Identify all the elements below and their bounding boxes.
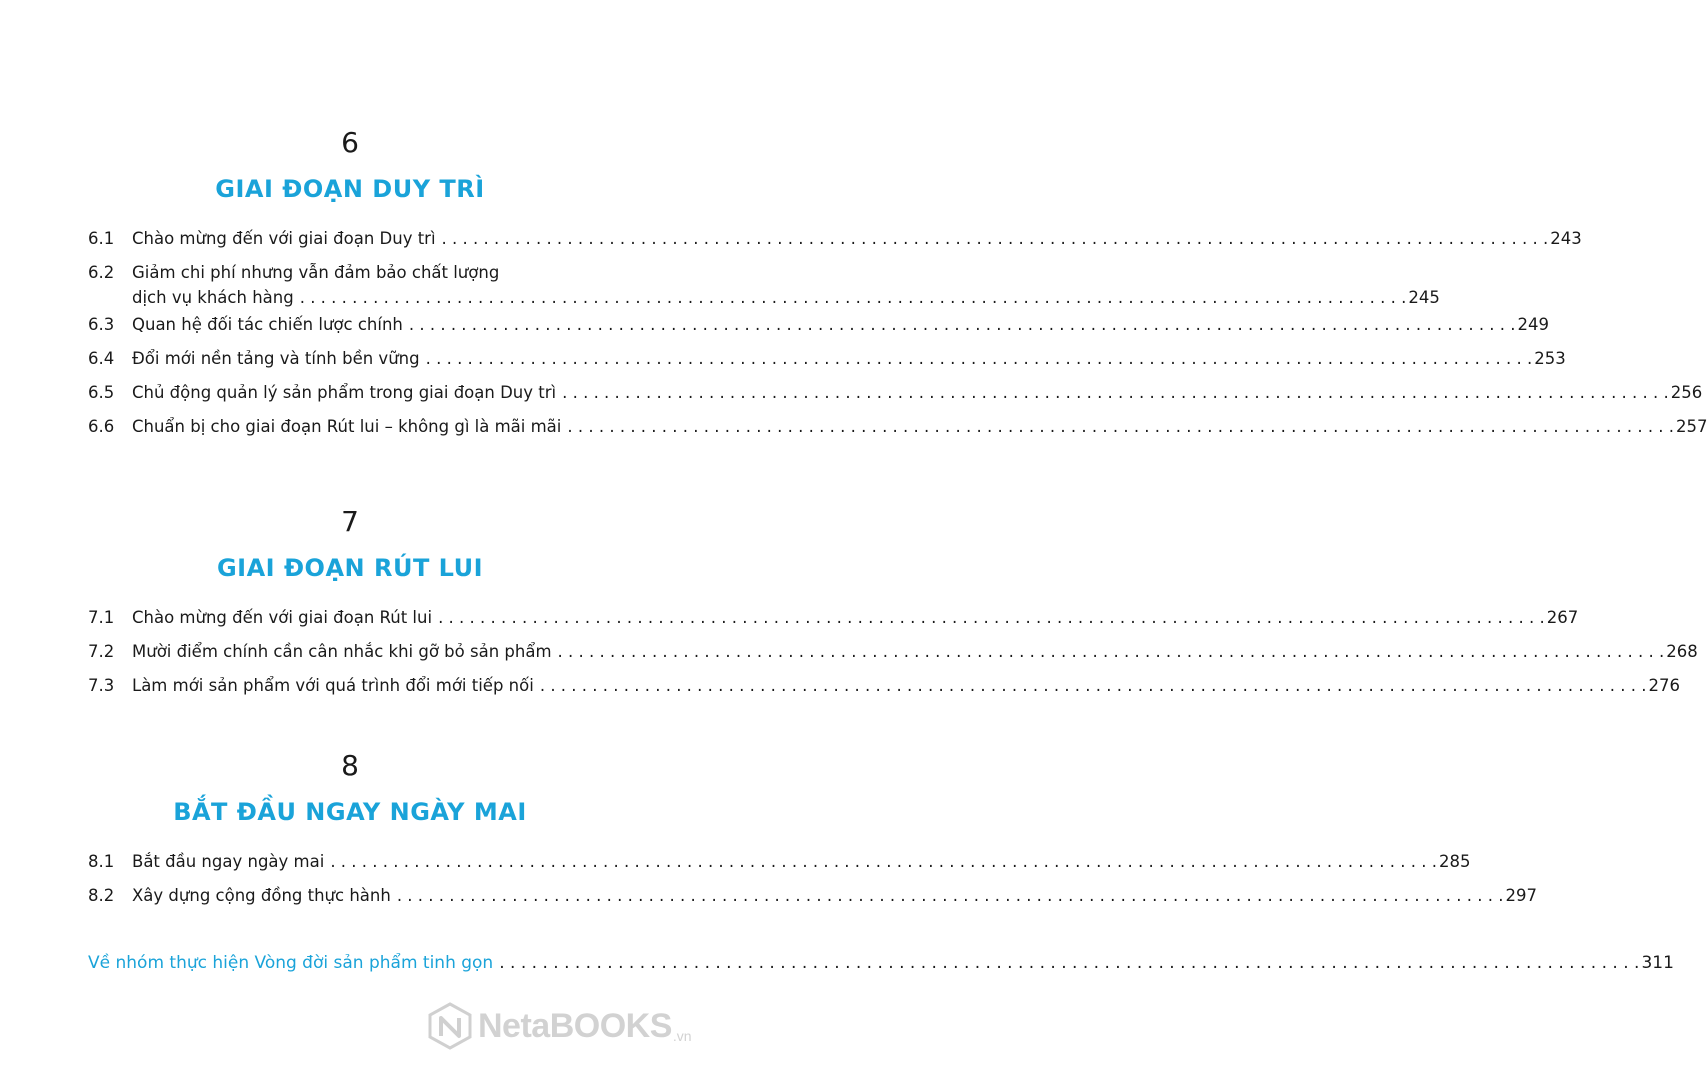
chapter-8-toc (88, 852, 1537, 920)
entry-number: 8.2 (88, 886, 115, 905)
entry-number: 6.2 (88, 263, 115, 282)
entry-title: Đổi mới nền tảng và tính bền vững (132, 349, 420, 368)
netabooks-logo-icon (428, 1002, 472, 1050)
entry-title: Xây dựng cộng đồng thực hành (132, 886, 391, 905)
dot-leader (552, 642, 1665, 661)
entry-title: Chuẩn bị cho giai đoạn Rút lui – không gì là mãi mãi (132, 417, 562, 436)
entry-page: 311 (1641, 953, 1674, 973)
toc-entry[interactable] (88, 417, 1708, 451)
entry-title: Mười điểm chính cần cân nhắc khi gỡ bỏ sản phẩm (132, 642, 552, 661)
entry-number: 7.3 (88, 676, 115, 695)
entry-title: Bắt đầu ngay ngày mai (132, 852, 325, 871)
toc-entry[interactable] (88, 676, 1680, 710)
chapter-title: GIAI ĐOẠN RÚT LUI (216, 554, 484, 582)
watermark-brand: NetaBOOKS (478, 1006, 672, 1045)
entry-number: 6.5 (88, 383, 115, 402)
chapter-number: 7 (341, 505, 359, 538)
entry-title: Làm mới sản phẩm với quá trình đổi mới tiếp nối (132, 676, 534, 695)
chapter-6-heading (0, 126, 700, 203)
chapter-7-toc (88, 608, 1698, 710)
toc-entry[interactable] (88, 642, 1698, 676)
entry-page: 253 (1534, 349, 1566, 368)
toc-entry[interactable] (88, 263, 1440, 315)
chapter-title: GIAI ĐOẠN DUY TRÌ (215, 175, 485, 203)
entry-number: 7.2 (88, 642, 115, 661)
entry-number: 6.1 (88, 229, 115, 248)
dot-leader (403, 315, 1516, 334)
entry-page: 285 (1438, 852, 1471, 871)
entry-number: 6.3 (88, 315, 115, 334)
dot-leader (432, 608, 1545, 627)
entry-number: 6.4 (88, 349, 115, 368)
dot-leader (556, 383, 1669, 402)
entry-title: Chào mừng đến với giai đoạn Duy trì (132, 229, 436, 248)
toc-entry[interactable] (88, 608, 1579, 642)
toc-entry-about-team[interactable] (88, 953, 1674, 973)
toc-entry[interactable] (88, 886, 1537, 920)
toc-entry[interactable] (88, 315, 1550, 349)
entry-title: Chào mừng đến với giai đoạn Rút lui (132, 608, 433, 627)
toc-entry[interactable] (88, 349, 1566, 383)
watermark-suffix: .vn (672, 1028, 692, 1044)
entry-title: Quan hệ đối tác chiến lược chính (132, 315, 403, 334)
chapter-title: BẮT ĐẦU NGAY NGÀY MAI (173, 798, 527, 826)
entry-page: 243 (1550, 229, 1582, 248)
chapter-7-heading (0, 505, 700, 582)
dot-leader (294, 288, 1407, 307)
toc-entry[interactable] (88, 852, 1471, 886)
entry-page: 256 (1670, 383, 1703, 402)
entry-page: 267 (1546, 608, 1579, 627)
entry-number: 8.1 (88, 852, 115, 871)
dot-leader (324, 852, 1437, 871)
netabooks-watermark (428, 1002, 692, 1050)
dot-leader (561, 417, 1674, 436)
entry-number: 7.1 (88, 608, 115, 627)
entry-page: 249 (1517, 315, 1550, 334)
entry-title: dịch vụ khách hàng (132, 288, 294, 307)
dot-leader (534, 676, 1647, 695)
toc-entry[interactable] (88, 229, 1582, 263)
entry-page: 245 (1408, 288, 1440, 307)
entry-page: 257 (1676, 417, 1708, 436)
entry-page: 297 (1505, 886, 1537, 905)
chapter-number: 8 (341, 749, 359, 782)
entry-title: Chủ động quản lý sản phẩm trong giai đoạn Duy trì (132, 383, 557, 402)
entry-page: 268 (1666, 642, 1698, 661)
entry-number: 6.6 (88, 417, 115, 436)
dot-leader (420, 349, 1533, 368)
dot-leader (391, 886, 1504, 905)
chapter-number: 6 (341, 126, 359, 159)
chapter-6-toc (88, 229, 1708, 451)
toc-entry[interactable] (88, 383, 1703, 417)
dot-leader (436, 229, 1549, 248)
entry-title: Về nhóm thực hiện Vòng đời sản phẩm tinh gọn (88, 953, 494, 973)
dot-leader (493, 953, 1639, 973)
entry-title-line1: Giảm chi phí nhưng vẫn đảm bảo chất lượng (132, 263, 500, 282)
entry-page: 276 (1648, 676, 1680, 695)
chapter-8-heading (0, 749, 700, 826)
